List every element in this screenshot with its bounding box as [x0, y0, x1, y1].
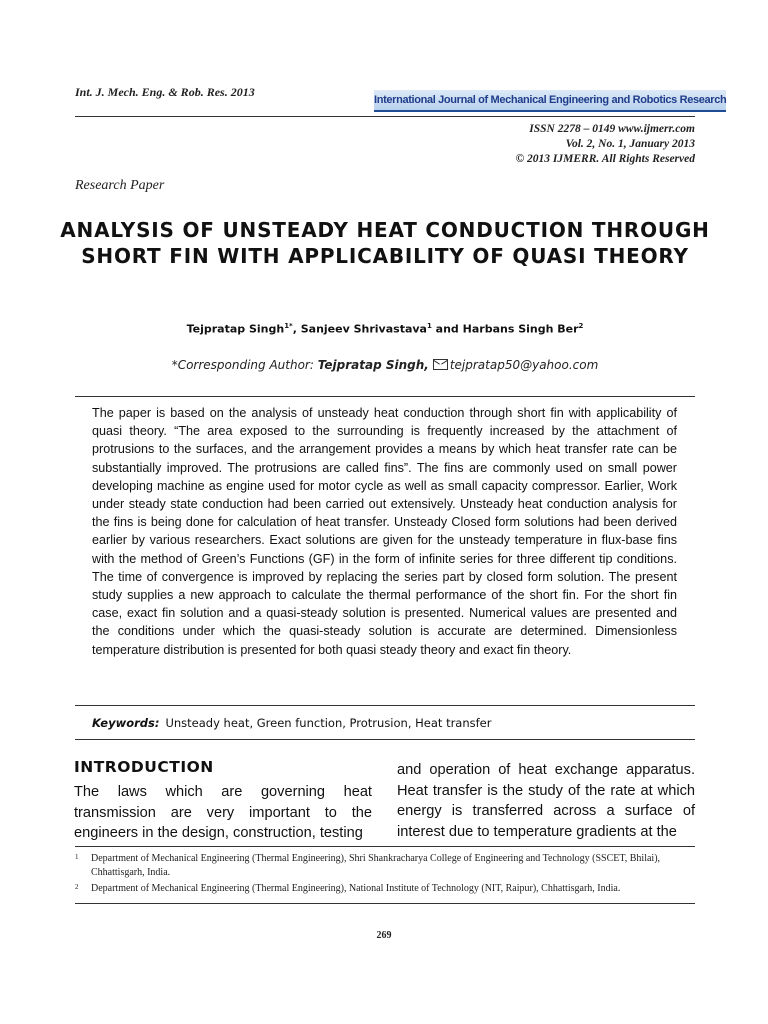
- author-affiliation-mark: 1: [426, 322, 432, 330]
- author-affiliation-mark: 2: [578, 322, 584, 330]
- author-separator: ,: [292, 322, 301, 336]
- journal-logo-banner: [374, 90, 726, 112]
- corresponding-email[interactable]: tejpratap50@yahoo.com: [449, 358, 599, 372]
- introduction-left-column: The laws which are governing heat transmission are very important to the engineers in the design, construction, testing: [74, 784, 372, 841]
- header-rule: [75, 116, 695, 117]
- issn-line: ISSN 2278 – 0149 www.ijmerr.com: [529, 123, 695, 135]
- page-number: 269: [376, 930, 392, 941]
- keywords-top-rule: [75, 705, 695, 706]
- journal-logo: [372, 84, 727, 112]
- keywords-label: Keywords:: [92, 716, 160, 730]
- author-name: Tejpratap Singh: [186, 322, 285, 336]
- footnote: [75, 882, 697, 896]
- corresponding-name: Tejpratap Singh,: [317, 358, 429, 372]
- paper-type: Research Paper: [75, 178, 165, 193]
- page-bottom-rule: [75, 903, 695, 904]
- copyright-line: © 2013 IJMERR. All Rights Reserved: [515, 153, 695, 165]
- envelope-icon: [433, 359, 448, 370]
- keywords: [92, 716, 692, 730]
- author-affiliation-mark: 1*: [284, 322, 293, 330]
- footnote-number: 2: [75, 883, 79, 891]
- keywords-text: Unsteady heat, Green function, Protrusion, Heat transfer: [165, 716, 492, 730]
- footnote: [75, 852, 697, 879]
- volume-line: Vol. 2, No. 1, January 2013: [565, 138, 695, 150]
- author-list: [60, 322, 710, 336]
- author-name: Sanjeev Shrivastava: [300, 322, 427, 336]
- journal-logo-text: International Journal of Mechanical Engineering and Robotics Research: [374, 94, 727, 106]
- footnote-text: Department of Mechanical Engineering (Thermal Engineering), Shri Shankracharya College of Engineering and Technology (SSCET, Bhilai), Chhattisgarh, India.: [91, 853, 661, 878]
- footnote-number: 1: [75, 853, 79, 861]
- footnotes: [75, 852, 697, 899]
- introduction-right-column: and operation of heat exchange apparatus. Heat transfer is the study of the rate at which energy is transferred across a surface of interest due to temperature gradients at the: [397, 762, 695, 840]
- corresponding-author: [60, 358, 710, 372]
- author-name: Harbans Singh Ber: [462, 322, 579, 336]
- journal-abbreviation: Int. J. Mech. Eng. & Rob. Res. 2013: [75, 85, 255, 99]
- footnote-text: Department of Mechanical Engineering (Thermal Engineering), National Institute of Technology (NIT, Raipur), Chhattisgarh, India.: [91, 883, 621, 894]
- abstract-top-rule: [75, 396, 695, 397]
- paper-title: ANALYSIS OF UNSTEADY HEAT CONDUCTION THROUGH SHORT FIN WITH APPLICABILITY OF QUASI THEORY: [60, 218, 710, 268]
- keywords-bottom-rule: [75, 739, 695, 740]
- abstract-text: The paper is based on the analysis of unsteady heat conduction through short fin with applicability of quasi theory. “The area exposed to the surrounding is frequently increased by the attachment of protrusions to the surfaces, and the arrangement provides a means by which heat transfer rate can be substantially improved. The protrusions are called fins”. The fins are commonly used on small power developing machine as engine used for motor cycle as well as small capacity compressor. Earlier, Work under steady state conduction had been carried out extensively. Unsteady heat conduction analysis for the fins is being done for calculation of heat transfer. Unsteady Closed form solutions had been derived earlier by various researchers. Exact solutions are given for the unsteady temperature in flux-base fins with the method of Green’s Functions (GF) in the form of infinite series for three different tip conditions. The time of convergence is improved by replacing the series part by closed form solution. The present study supplies a new approach to calculate the thermal performance of the short fin. For the short fin case, exact fin solution and a quasi-steady solution is presented. Numerical values are presented and the conditions under which the quasi-steady solution is accurate are determined. Dimensionless temperature distribution is presented for both quasi steady theory and exact fin theory.: [92, 406, 677, 657]
- issn-block: [516, 122, 695, 167]
- footnote-rule: [75, 846, 695, 847]
- introduction-heading: INTRODUCTION: [74, 758, 214, 776]
- author-separator: and: [431, 322, 463, 336]
- corresponding-label: *Corresponding Author:: [171, 358, 314, 372]
